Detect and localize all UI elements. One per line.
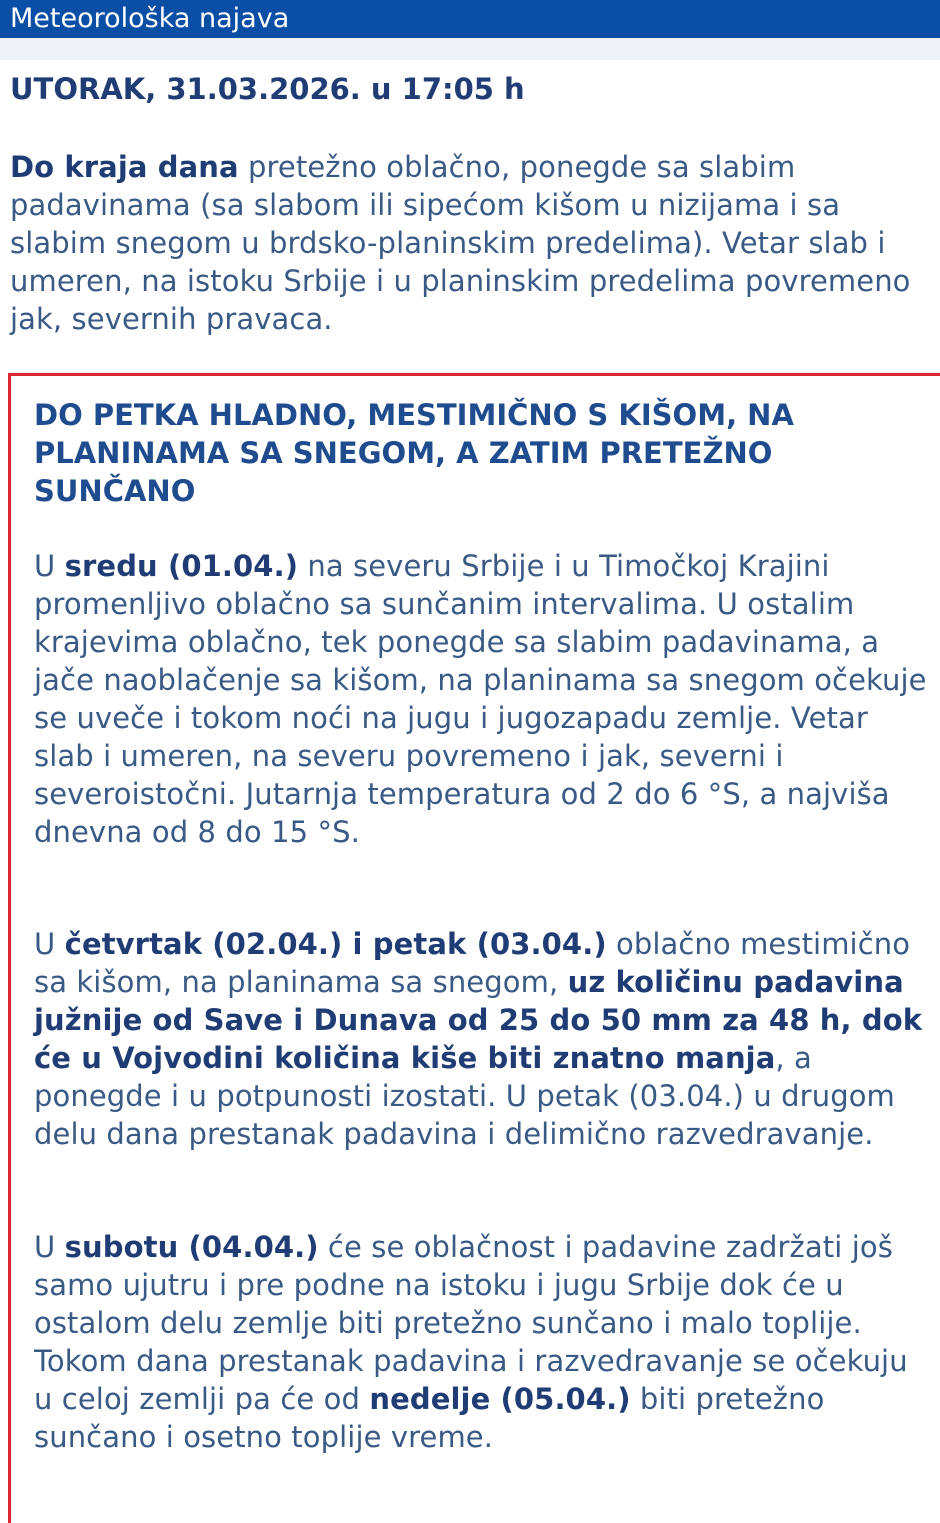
- intro-lead: Do kraja dana: [10, 150, 239, 184]
- p2-rain-amount: uz količinu padavina južnije od Save i Dunava od 25 do 50 mm za 48 h, dok će u Vojvodini količina kiše biti znatno manja: [34, 965, 923, 1075]
- page-header: [0, 0, 940, 38]
- p2-text2: , a ponegde i u potpunosti izostati. U petak (03.04.) u drugom delu dana prestanak padavina i delimično razvedravanje.: [34, 1041, 895, 1151]
- warning-title: DO PETKA HLADNO, MESTIMIČNO S KIŠOM, NA PLANINAMA SA SNEGOM, A ZATIM PRETEŽNO SUNČANO: [34, 398, 794, 508]
- forecast-weekend: [34, 1228, 929, 1456]
- p1-pre: U: [34, 549, 65, 583]
- intro-text: pretežno oblačno, ponegde sa slabim padavinama (sa slabom ili sipećom kišom u nizijama i sa slabim snegom u brdsko-planinskim predelima). Vetar slab i umeren, na istoku Srbije i u planinskim predelima povremeno jak, severnih pravaca.: [10, 150, 911, 336]
- forecast-thursday-friday: [34, 925, 929, 1153]
- header-title: Meteorološka najava: [10, 3, 290, 34]
- p1-text: na severu Srbije i u Timočkoj Krajini promenljivo oblačno sa sunčanim intervalima. U ostalim krajevima oblačno, tek ponegde sa slabim padavinama, a jače naoblačenje sa kišom, na planinama sa snegom očekuje se uveče i tokom noći na jugu i jugozapadu zemlje. Vetar slab i umeren, na severu povremeno i jak, severni i severoistočni. Jutarnja temperatura od 2 do 6 °S, a najviša dnevna od 8 do 15 °S.: [34, 549, 927, 849]
- p1-day: sredu (01.04.): [64, 549, 299, 583]
- p3-pre: U: [34, 1230, 65, 1264]
- forecast-date: UTORAK, 31.03.2026. u 17:05 h: [10, 72, 525, 106]
- header-subbar: [0, 38, 940, 60]
- p3-saturday: subotu (04.04.): [64, 1230, 319, 1264]
- p2-pre: U: [34, 927, 65, 961]
- intro-paragraph: [10, 148, 930, 338]
- p2-text1: oblačno mestimično sa kišom, na planinama sa snegom,: [34, 927, 911, 999]
- forecast-wednesday: [34, 547, 929, 851]
- p3-text1: će se oblačnost i padavine zadržati još samo ujutru i pre podne na istoku i jugu Srbije dok će u ostalom delu zemlje biti pretežno sunčano i malo toplije. Tokom dana prestanak padavina i razvedravanje se očekuju u celoj zemlji pa će od: [34, 1230, 908, 1416]
- p3-text2: biti pretežno sunčano i osetno toplije vreme.: [34, 1382, 825, 1454]
- p2-days: četvrtak (02.04.) i petak (03.04.): [64, 927, 607, 961]
- p3-sunday: nedelje (05.04.): [369, 1382, 631, 1416]
